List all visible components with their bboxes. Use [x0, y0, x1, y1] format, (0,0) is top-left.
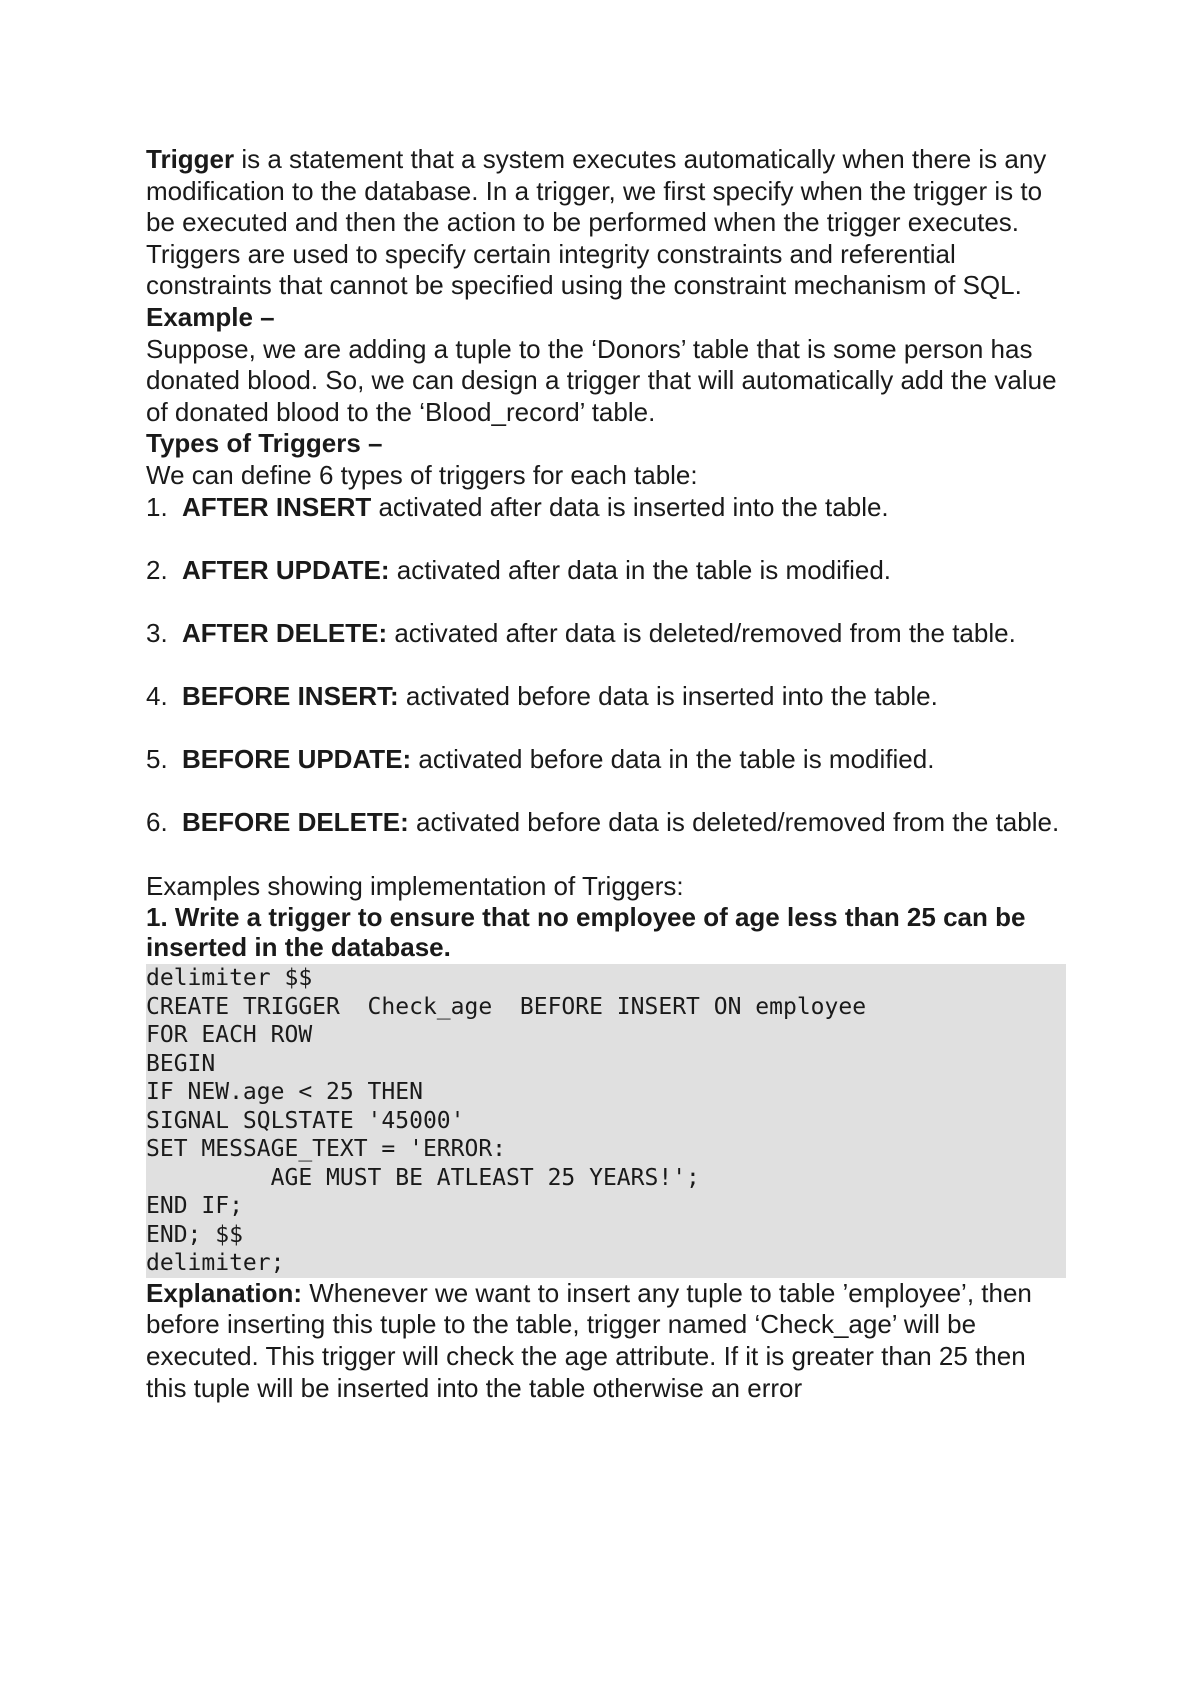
- list-item-number: 4.: [146, 681, 168, 712]
- list-item: [146, 555, 1066, 587]
- explanation-paragraph: [146, 1278, 1066, 1404]
- list-item-number: 2.: [146, 554, 168, 585]
- explanation-text: Whenever we want to insert any tuple to table ’employee’, then before inserting this tuple to the table, trigger named ‘Check_age’ will be executed. This trigger will check the age attribute. If it is greater than 25 then this tuple will be inserted into the table otherwise an error: [146, 1277, 1032, 1403]
- example-paragraph: Suppose, we are adding a tuple to the ‘Donors’ table that is some person has donated blood. So, we can design a trigger that will automatically add the value of donated blood to the ‘Blood_record’ table.: [146, 333, 1057, 427]
- code-line: delimiter;: [146, 1250, 285, 1277]
- list-item: [146, 492, 1066, 524]
- explanation-label: Explanation:: [146, 1277, 303, 1308]
- list-item-text: activated after data in the table is modified.: [389, 554, 892, 585]
- list-item-text: activated before data is deleted/removed from the table.: [408, 807, 1060, 838]
- list-item-label: BEFORE UPDATE:: [182, 744, 412, 775]
- list-item: [146, 681, 1066, 713]
- list-item-number: 3.: [146, 617, 168, 648]
- intro-term: Trigger: [146, 144, 235, 174]
- list-item-text: activated after data is deleted/removed from the table.: [387, 617, 1016, 648]
- list-item-text: activated before data is inserted into the table.: [398, 681, 938, 712]
- list-item-label: AFTER INSERT: [182, 491, 372, 522]
- code-line: END; $$: [146, 1221, 243, 1248]
- list-item-number: 1.: [146, 491, 168, 522]
- types-intro: We can define 6 types of triggers for each table:: [146, 459, 698, 490]
- list-item-text: activated before data in the table is modified.: [411, 744, 935, 775]
- code-line: BEGIN: [146, 1050, 216, 1077]
- code-line: END IF;: [146, 1193, 243, 1220]
- intro-paragraph: [146, 144, 1066, 302]
- trigger-types-list: [146, 492, 1066, 840]
- list-item-label: BEFORE INSERT:: [182, 681, 399, 712]
- code-line: FOR EACH ROW: [146, 1022, 313, 1049]
- question-heading: 1. Write a trigger to ensure that no employee of age less than 25 can be inserted in the database.: [146, 902, 1026, 963]
- code-line: SET MESSAGE_TEXT = 'ERROR:: [146, 1136, 507, 1163]
- types-heading: Types of Triggers –: [146, 428, 383, 459]
- example-heading: Example –: [146, 301, 275, 332]
- list-item-number: 5.: [146, 744, 168, 775]
- list-item: [146, 807, 1066, 839]
- intro-text: is a statement that a system executes automatically when there is any modification to the database. In a trigger, we first specify when the trigger is to be executed and then the action to be performed when the trigger executes. Triggers are used to specify certain integrity constraints and referential constraints that cannot be specified using the constraint mechanism of SQL.: [146, 144, 1047, 301]
- list-item-label: AFTER UPDATE:: [182, 554, 390, 585]
- list-item-label: AFTER DELETE:: [182, 617, 388, 648]
- code-line: delimiter $$: [146, 965, 313, 992]
- list-item: [146, 618, 1066, 650]
- code-line: AGE MUST BE ATLEAST 25 YEARS!';: [146, 1164, 700, 1191]
- sql-code-block: [146, 964, 1066, 1278]
- list-item: [146, 744, 1066, 776]
- list-item-label: BEFORE DELETE:: [182, 807, 409, 838]
- list-item-text: activated after data is inserted into the table.: [371, 491, 889, 522]
- list-item-number: 6.: [146, 807, 168, 838]
- code-line: SIGNAL SQLSTATE '45000': [146, 1107, 465, 1134]
- code-line: IF NEW.age < 25 THEN: [146, 1079, 423, 1106]
- document-page: [146, 144, 1066, 1404]
- code-line: CREATE TRIGGER Check_age BEFORE INSERT ON employee: [146, 993, 867, 1020]
- implementation-intro: Examples showing implementation of Triggers:: [146, 870, 684, 901]
